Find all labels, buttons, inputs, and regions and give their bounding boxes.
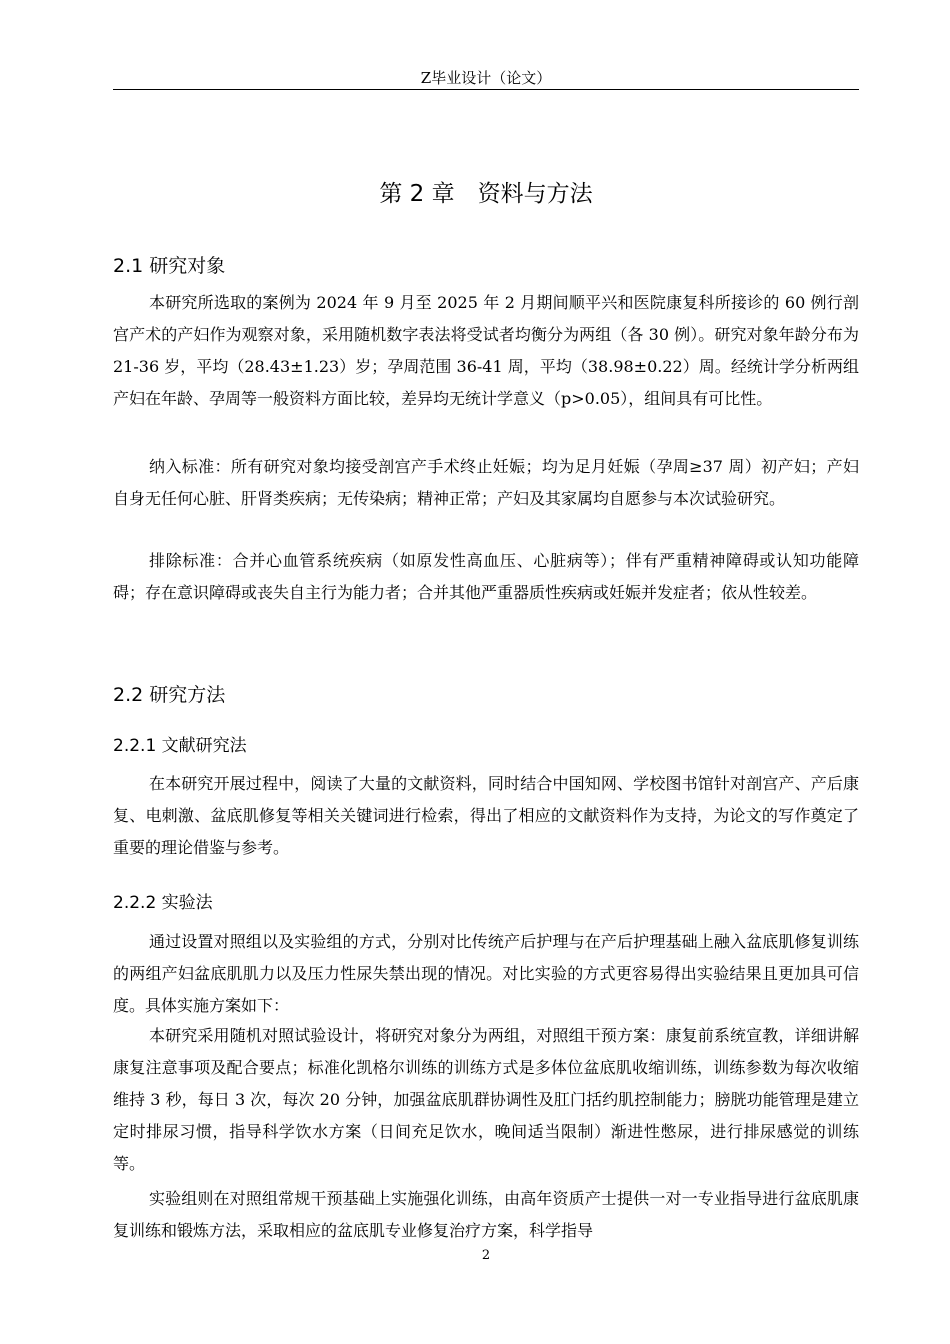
running-header: Z毕业设计（论文） xyxy=(420,69,552,87)
paragraph-literature-method: 在本研究开展过程中，阅读了大量的文献资料，同时结合中国知网、学校图书馆针对剖宫产、产后康复、电刺激、盆底肌修复等相关关键词进行检索，得出了相应的文献资料作为支持，为论文的写作奠定了重要的理论借鉴与参考。 xyxy=(113,774,859,857)
page-number: 2 xyxy=(481,1248,491,1263)
paragraph-experiment-overview: 通过设置对照组以及实验组的方式，分别对比传统产后护理与在产后护理基础上融入盆底肌修复训练的两组产妇盆底肌肌力以及压力性尿失禁出现的情况。对比实验的方式更容易得出实验结果且更加具可信度。具体实施方案如下： xyxy=(113,932,859,1015)
paragraph-control-group: 本研究采用随机对照试验设计，将研究对象分为两组，对照组干预方案：康复前系统宣教，详细讲解康复注意事项及配合要点；标准化凯格尔训练的训练方式是多体位盆底肌收缩训练，训练参数为每次收缩维持 3 秒，每日 3 次，每次 20 分钟，加强盆底肌群协调性及肛门括约肌控制能力；膀胱功能管理是建立定时排尿习惯，指导科学饮水方案（日间充足饮水，晚间适当限制）渐进性憋尿，进行排尿感觉的训练等。 xyxy=(113,1026,859,1173)
section-heading-2-2: 2.2 研究方法 xyxy=(113,684,226,706)
paragraph-experimental-group: 实验组则在对照组常规干预基础上实施强化训练，由高年资质产士提供一对一专业指导进行盆底肌康复训练和锻炼方法，采取相应的盆底肌专业修复治疗方案，科学指导 xyxy=(113,1189,859,1240)
section-heading-2-1: 2.1 研究对象 xyxy=(113,255,226,277)
chapter-title: 第 2 章 资料与方法 xyxy=(379,181,593,207)
paragraph-exclusion-criteria: 排除标准：合并心血管系统疾病（如原发性高血压、心脏病等）；伴有严重精神障碍或认知功能障碍；存在意识障碍或丧失自主行为能力者；合并其他严重器质性疾病或妊娠并发症者；依从性较差。 xyxy=(113,551,859,602)
paragraph-study-subjects: 本研究所选取的案例为 2024 年 9 月至 2025 年 2 月期间顺平兴和医院康复科所接诊的 60 例行剖宫产术的产妇作为观察对象，采用随机数字表法将受试者均衡分为两组（各 30 例）。研究对象年龄分布为 21-36 岁，平均（28.43±1.23）岁；孕周范围 36-41 周，平均（38.98±0.22）周。经统计学分析两组产妇在年龄、孕周等一般资料方面比较，差异均无统计学意义（p>0.05），组间具有可比性。 xyxy=(113,293,859,408)
section-heading-2-2-1: 2.2.1 文献研究法 xyxy=(113,736,247,756)
header-rule xyxy=(113,89,859,90)
section-heading-2-2-2: 2.2.2 实验法 xyxy=(113,893,213,913)
paragraph-inclusion-criteria: 纳入标准：所有研究对象均接受剖宫产手术终止妊娠；均为足月妊娠（孕周≥37 周）初产妇；产妇自身无任何心脏、肝肾类疾病；无传染病；精神正常；产妇及其家属均自愿参与本次试验研究。 xyxy=(113,457,859,508)
